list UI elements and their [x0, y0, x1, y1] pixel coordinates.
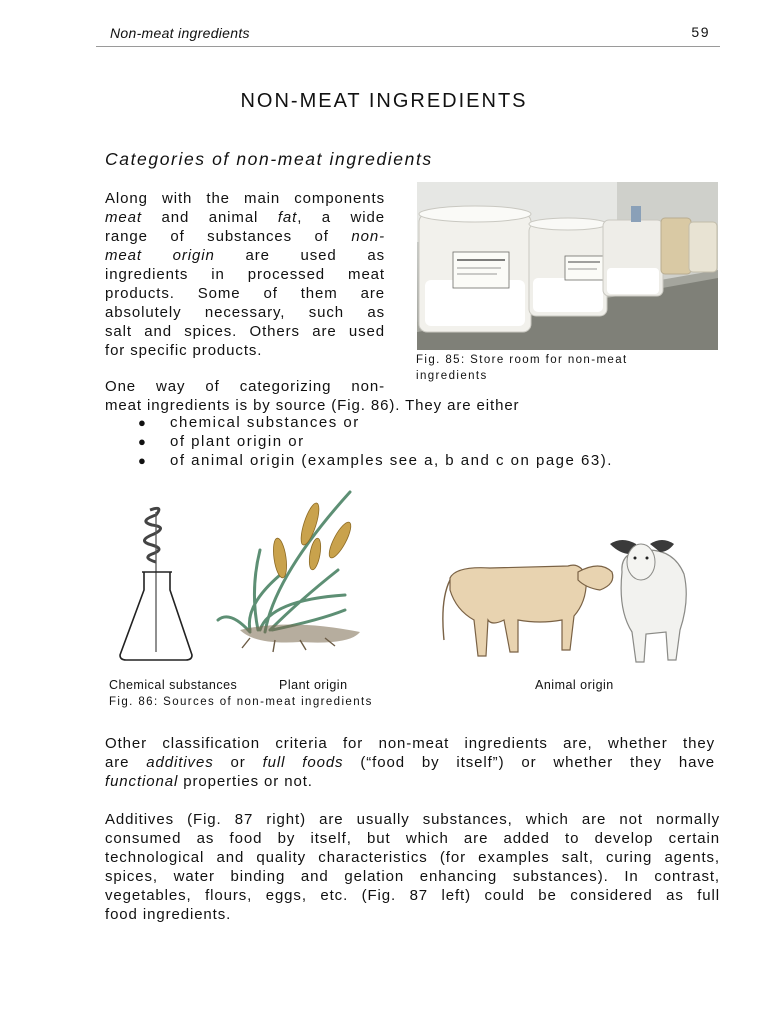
cow-icon: [443, 565, 613, 656]
intro-text: are used as: [214, 247, 385, 264]
additives-paragraph: [105, 810, 720, 924]
storeroom-photo: [417, 182, 718, 350]
running-header: [96, 22, 720, 47]
grain-plant-icon: [218, 492, 360, 652]
section-heading: Categories of non-meat ingredients: [105, 149, 433, 169]
intro-text: range of substances of: [105, 228, 352, 245]
source-list: [105, 413, 715, 470]
term-full-foods: full foods: [262, 754, 344, 771]
classification-line: [105, 734, 715, 753]
list-item-text: of animal origin (examples see a, b and c on page 63).: [170, 452, 613, 469]
fig85-caption-line: Fig. 85: Store room for non-meat: [416, 354, 628, 366]
storeroom-photo-art: [417, 182, 718, 350]
container-4: [661, 218, 717, 274]
page-number: 59: [691, 24, 710, 40]
categorizing-paragraph: [105, 377, 715, 415]
container-2: [529, 218, 607, 316]
term-meat: meat: [105, 209, 142, 226]
intro-text: Along with the main components: [105, 190, 385, 207]
additives-line: Additives (Fig. 87 right) are usually substances, which are not normally: [105, 811, 720, 828]
fig86-illustrations: [100, 480, 720, 680]
classification-line: [105, 772, 715, 791]
term-fat: fat: [277, 209, 298, 226]
sheep-icon: [610, 540, 686, 662]
intro-line: [105, 322, 385, 341]
list-item: [105, 413, 715, 432]
fig86-art: [100, 480, 720, 680]
running-title: Non-meat ingredients: [110, 25, 250, 41]
fig86-caption: Fig. 86: Sources of non-meat ingredients: [109, 696, 373, 708]
classification-text: Other classification criteria for non-meat ingredients are, whether they: [105, 735, 715, 752]
bullet-icon: ●: [138, 434, 148, 449]
categorizing-line: One way of categorizing non-: [105, 378, 385, 395]
term-meat-origin: meat origin: [105, 247, 215, 264]
intro-line: [105, 303, 385, 322]
chemical-label: Chemical substances: [109, 678, 238, 692]
additives-line: consumed as food by itself, but which are added to develop certain: [105, 830, 720, 847]
container-3: [603, 206, 663, 296]
intro-line: [105, 208, 385, 227]
flask-icon: [120, 508, 192, 660]
term-additives: additives: [146, 754, 214, 771]
term-functional: functional: [105, 773, 179, 790]
list-item: [105, 432, 715, 451]
intro-line: [105, 341, 385, 360]
additives-line: food ingredients.: [105, 906, 232, 923]
classification-text: or: [213, 754, 263, 771]
additives-line: spices, water binding and gelation enhancing substances). In contrast,: [105, 868, 720, 885]
term-non: non-: [351, 228, 385, 245]
bullet-icon: ●: [138, 415, 148, 430]
plant-label: Plant origin: [279, 678, 348, 692]
intro-line: [105, 246, 385, 265]
animal-label: Animal origin: [535, 678, 614, 692]
classification-line: [105, 753, 715, 772]
list-item-text: of plant origin or: [170, 433, 305, 450]
intro-text: products. Some of them are: [105, 285, 385, 302]
container-1: [419, 206, 531, 332]
intro-text: ingredients in processed meat: [105, 266, 385, 283]
classification-paragraph: [105, 734, 715, 791]
fig85-caption-line: ingredients: [416, 370, 488, 382]
classification-text: (“food by itself”) or whether they have: [343, 754, 715, 771]
bullet-icon: ●: [138, 453, 148, 468]
classification-text: are: [105, 754, 147, 771]
intro-text: and animal: [141, 209, 278, 226]
page-title: NON-MEAT INGREDIENTS: [240, 90, 528, 112]
additives-line: technological and quality characteristics (for examples salt, curing agents,: [105, 849, 720, 866]
classification-text: properties or not.: [178, 773, 313, 790]
intro-text: absolutely necessary, such as: [105, 304, 385, 321]
intro-text: for specific products.: [105, 342, 263, 359]
intro-line: [105, 265, 385, 284]
intro-text: salt and spices. Others are used: [105, 323, 385, 340]
list-item: [105, 451, 715, 470]
additives-line: vegetables, flours, eggs, etc. (Fig. 87 left) could be considered as full: [105, 887, 720, 904]
intro-paragraph: [105, 189, 385, 360]
categorizing-line: meat ingredients is by source (Fig. 86). They are either: [105, 397, 520, 414]
intro-text: , a wide: [297, 209, 385, 226]
list-item-text: chemical substances or: [170, 414, 360, 431]
intro-line: [105, 284, 385, 303]
intro-line: [105, 189, 385, 208]
intro-line: [105, 227, 385, 246]
